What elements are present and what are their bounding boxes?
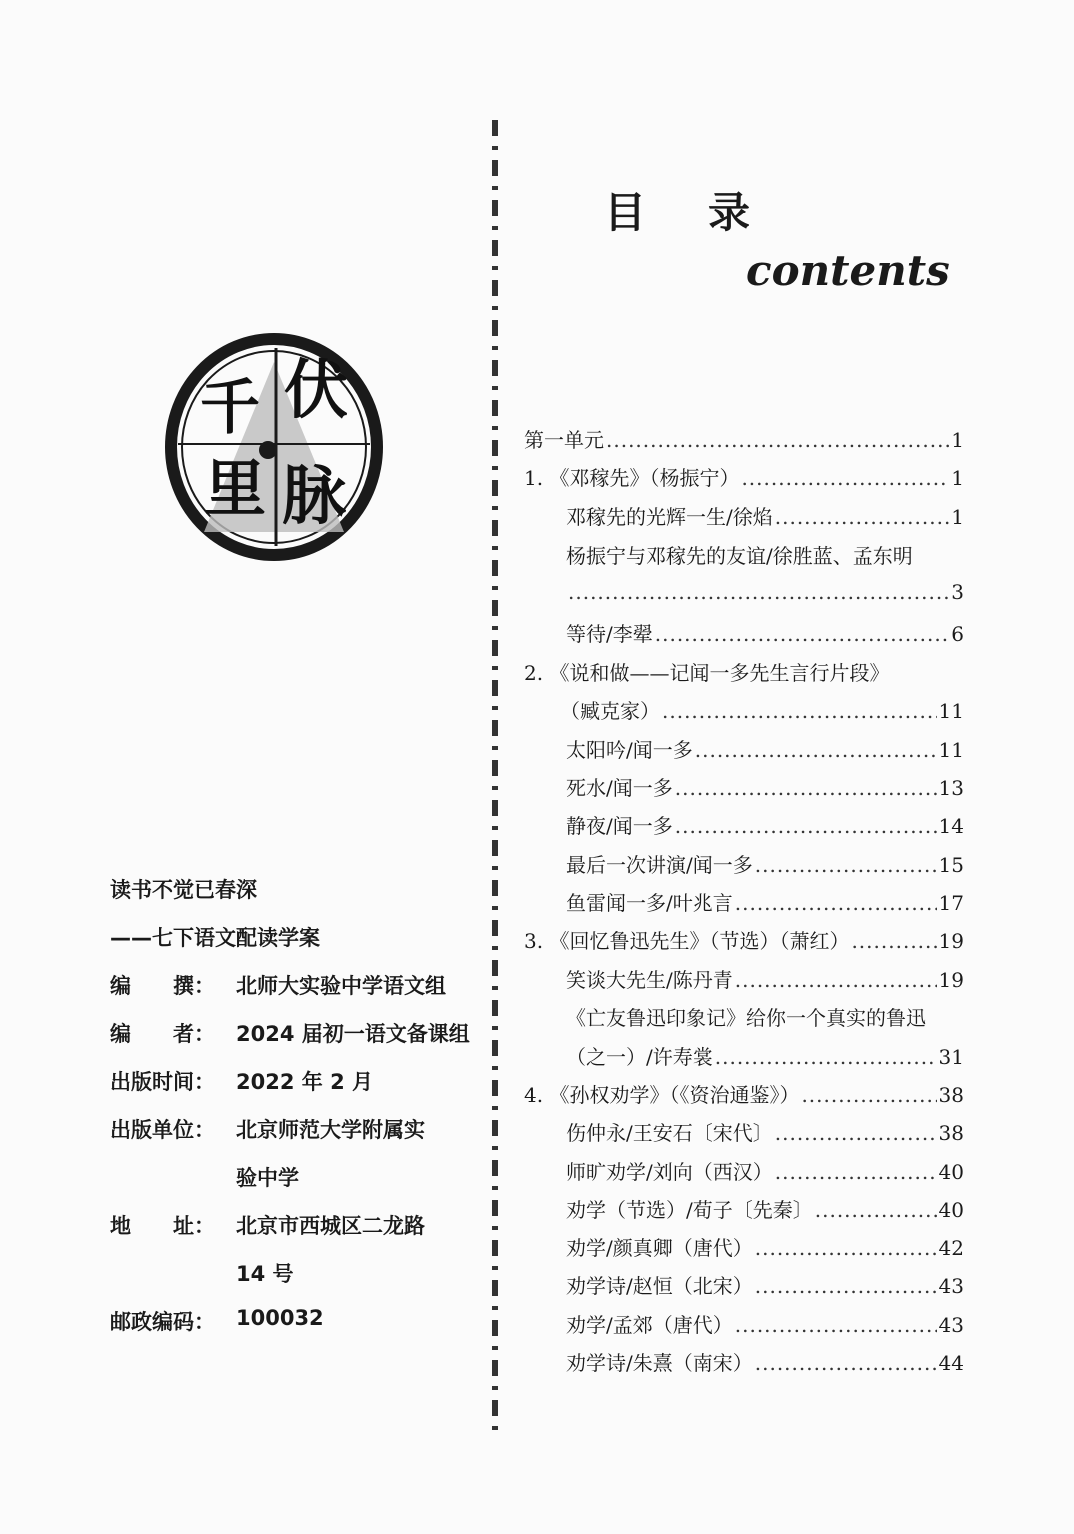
toc-entry[interactable]: 劝学诗/赵恒（北宋） ..... 43 <box>566 1270 964 1300</box>
page-divider <box>492 120 498 1430</box>
toc-entry[interactable]: 第一单元 ..... 1 <box>524 424 964 454</box>
colophon-value: 北京师范大学附属实 <box>236 1118 425 1142</box>
colophon-row <box>110 1066 373 1096</box>
toc-entry[interactable]: 等待/李翚 ..... 6 <box>566 618 964 648</box>
toc-entry[interactable]: 劝学/颜真卿（唐代） ..... 42 <box>566 1232 964 1262</box>
toc-entry[interactable]: ..... 3 <box>566 580 964 610</box>
colophon-row <box>110 1306 324 1336</box>
toc-entry[interactable]: 最后一次讲演/闻一多 ..... 15 <box>566 849 964 879</box>
colophon-label: 邮政编码： <box>110 1310 215 1334</box>
colophon-row <box>110 1018 470 1048</box>
seal-char-2: 伏 <box>284 354 348 428</box>
toc-entry[interactable]: 3. 《回忆鲁迅先生》（节选）（萧红） ..... 19 <box>524 925 964 955</box>
colophon-label: 编 撰： <box>110 974 215 998</box>
colophon-label: 出版单位： <box>110 1118 215 1142</box>
toc-entry[interactable]: 太阳吟/闻一多 ..... 11 <box>566 734 964 764</box>
toc-entry[interactable]: 1. 《邓稼先》（杨振宁） ..... 1 <box>524 462 964 492</box>
toc-heading: 目录 <box>604 188 813 237</box>
colophon-row <box>110 1258 294 1286</box>
colophon-value: 100032 <box>236 1306 324 1330</box>
toc-entry[interactable]: 4. 《孙权劝学》（《资治通鉴》） ..... 38 <box>524 1079 964 1109</box>
toc-entry[interactable]: 劝学（节选）/荀子〔先秦〕 ..... 40 <box>566 1194 964 1224</box>
toc-heading-english: contents <box>746 246 950 295</box>
colophon-label: 地 址： <box>110 1214 215 1238</box>
toc-entry[interactable]: （之一）/许寿裳 ..... 31 <box>566 1041 964 1071</box>
colophon-value: 14 号 <box>236 1262 294 1286</box>
colophon-row <box>110 970 446 1000</box>
seal-char-4: 脉 <box>282 460 346 534</box>
toc-entry[interactable]: 杨振宁与邓稼先的友谊/徐胜蓝、孟东明 <box>566 544 913 568</box>
toc-entry[interactable]: 笑谈大先生/陈丹青 ..... 19 <box>566 964 964 994</box>
seal-char-1: 千 <box>200 373 260 443</box>
toc-entry[interactable]: 邓稼先的光辉一生/徐焰 ..... 1 <box>566 501 964 531</box>
book-subtitle: ——七下语文配读学案 <box>110 926 320 950</box>
toc-entry[interactable]: 师旷劝学/刘向（西汉） ..... 40 <box>566 1156 964 1186</box>
toc-entry[interactable]: 劝学诗/朱熹（南宋） ..... 44 <box>566 1347 964 1377</box>
seal-char-3: 里 <box>204 452 267 525</box>
toc-entry[interactable]: 劝学/孟郊（唐代） ..... 43 <box>566 1309 964 1339</box>
toc-entry[interactable]: 《亡友鲁迅印象记》给你一个真实的鲁迅 <box>566 1006 926 1030</box>
colophon-row <box>110 1162 299 1190</box>
seal-logo <box>164 332 384 562</box>
colophon-value: 北京市西城区二龙路 <box>236 1214 425 1238</box>
colophon-value: 验中学 <box>236 1166 299 1190</box>
colophon-value: 2022 年 2 月 <box>236 1070 373 1094</box>
toc-entry[interactable]: 静夜/闻一多 ..... 14 <box>566 810 964 840</box>
colophon-value: 北师大实验中学语文组 <box>236 974 446 998</box>
colophon-row <box>110 1114 425 1144</box>
toc-entry[interactable]: （臧克家） ..... 11 <box>560 695 964 725</box>
colophon-label: 出版时间： <box>110 1070 215 1094</box>
toc-entry[interactable]: 死水/闻一多 ..... 13 <box>566 772 964 802</box>
book-title: 读书不觉已春深 <box>110 878 257 902</box>
toc-entry[interactable]: 伤仲永/王安石〔宋代〕 ..... 38 <box>566 1117 964 1147</box>
colophon-value: 2024 届初一语文备课组 <box>236 1022 470 1046</box>
toc-entry[interactable]: 鱼雷闻一多/叶兆言 ..... 17 <box>566 887 964 917</box>
colophon-label: 编 者： <box>110 1022 215 1046</box>
toc-entry[interactable]: 2. 《说和做——记闻一多先生言行片段》 <box>524 661 890 685</box>
colophon-row <box>110 1210 425 1240</box>
